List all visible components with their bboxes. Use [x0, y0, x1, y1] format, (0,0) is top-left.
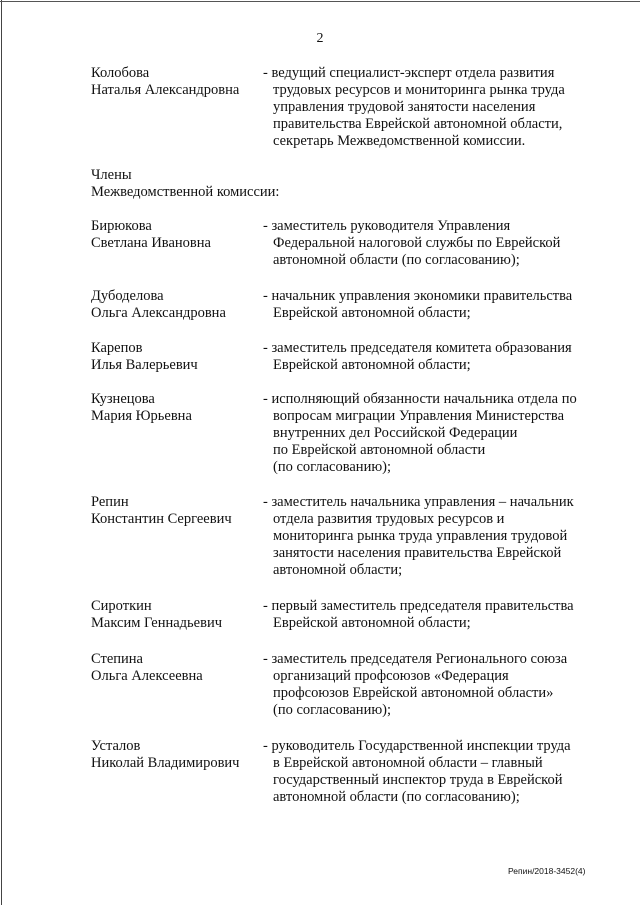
surname: Бирюкова [91, 218, 152, 234]
given-names: Ольга Алексеевна [91, 668, 203, 684]
member-position [263, 738, 603, 806]
position-line: в Еврейской автономной области – главный [273, 755, 543, 771]
member-position [263, 340, 603, 374]
position-line: по Еврейской автономной области [273, 442, 486, 458]
surname: Дубоделова [91, 288, 164, 304]
position-line: - заместитель председателя комитета образования [263, 340, 572, 356]
position-line: профсоюзов Еврейской автономной области» [273, 685, 554, 701]
surname: Репин [91, 494, 129, 510]
secretary-position [263, 65, 603, 150]
secretary-name [91, 65, 261, 99]
member-position [263, 391, 603, 476]
given-names: Мария Юрьевна [91, 408, 192, 424]
position-line: Еврейской автономной области; [273, 615, 471, 631]
member-name [91, 391, 261, 425]
surname: Кузнецова [91, 391, 155, 407]
given-names: Константин Сергеевич [91, 511, 232, 527]
members-heading-line: Члены [91, 167, 132, 183]
position-line: отдела развития трудовых ресурсов и [273, 511, 505, 527]
surname: Карепов [91, 340, 143, 356]
surname: Сироткин [91, 598, 152, 614]
position-line: (по согласованию); [273, 459, 392, 475]
position-line: Федеральной налоговой службы по Еврейской [273, 235, 561, 251]
position-line: - начальник управления экономики правительства [263, 288, 573, 304]
surname: Усталов [91, 738, 141, 754]
position-line: вопросам миграции Управления Министерства [273, 408, 565, 424]
position-line: - заместитель начальника управления – начальник [263, 494, 574, 510]
position-line: управления трудовой занятости населения [273, 99, 536, 115]
position-line: мониторинга рынка труда управления трудовой [273, 528, 568, 544]
member-name [91, 651, 261, 685]
position-line: автономной области (по согласованию); [273, 789, 520, 805]
member-position [263, 494, 603, 579]
member-position [263, 598, 603, 632]
member-name [91, 340, 261, 374]
position-line: автономной области; [273, 562, 403, 578]
page-number: 2 [316, 31, 324, 46]
position-line: - исполняющий обязанности начальника отдела по [263, 391, 577, 407]
position-line: автономной области (по согласованию); [273, 252, 520, 268]
member-name [91, 598, 261, 632]
given-names: Максим Геннадьевич [91, 615, 223, 631]
scan-edge-left [1, 0, 2, 905]
members-heading [91, 167, 279, 201]
member-position [263, 651, 603, 719]
scan-edge-top [0, 1, 640, 2]
position-line: секретарь Межведомственной комиссии. [273, 133, 526, 149]
member-position [263, 288, 603, 322]
position-line: правительства Еврейской автономной области, [273, 116, 563, 132]
position-line: внутренних дел Российской Федерации [273, 425, 518, 441]
position-line: Еврейской автономной области; [273, 357, 471, 373]
members-heading-line: Межведомственной комиссии: [91, 184, 280, 200]
position-line: - заместитель председателя Регионального союза [263, 651, 568, 667]
position-line: занятости населения правительства Еврейской [273, 545, 562, 561]
given-names: Илья Валерьевич [91, 357, 198, 373]
position-line: трудовых ресурсов и мониторинга рынка труда [273, 82, 565, 98]
position-line: государственный инспектор труда в Еврейской [273, 772, 563, 788]
member-position [263, 218, 603, 269]
position-line: Еврейской автономной области; [273, 305, 471, 321]
position-line: (по согласованию); [273, 702, 392, 718]
position-line: - заместитель руководителя Управления [263, 218, 511, 234]
member-name [91, 218, 261, 252]
given-names: Николай Владимирович [91, 755, 240, 771]
surname: Степина [91, 651, 143, 667]
member-name [91, 288, 261, 322]
position-line: организаций профсоюзов «Федерация [273, 668, 509, 684]
surname: Колобова [91, 65, 150, 81]
document-reference: Репин/2018-3452(4) [508, 866, 586, 876]
position-line: - ведущий специалист-эксперт отдела развития [263, 65, 555, 81]
member-name [91, 738, 261, 772]
given-names: Ольга Александровна [91, 305, 226, 321]
position-line: - руководитель Государственной инспекции труда [263, 738, 571, 754]
given-names: Наталья Александровна [91, 82, 240, 98]
position-line: - первый заместитель председателя правительства [263, 598, 574, 614]
given-names: Светлана Ивановна [91, 235, 211, 251]
member-name [91, 494, 261, 528]
